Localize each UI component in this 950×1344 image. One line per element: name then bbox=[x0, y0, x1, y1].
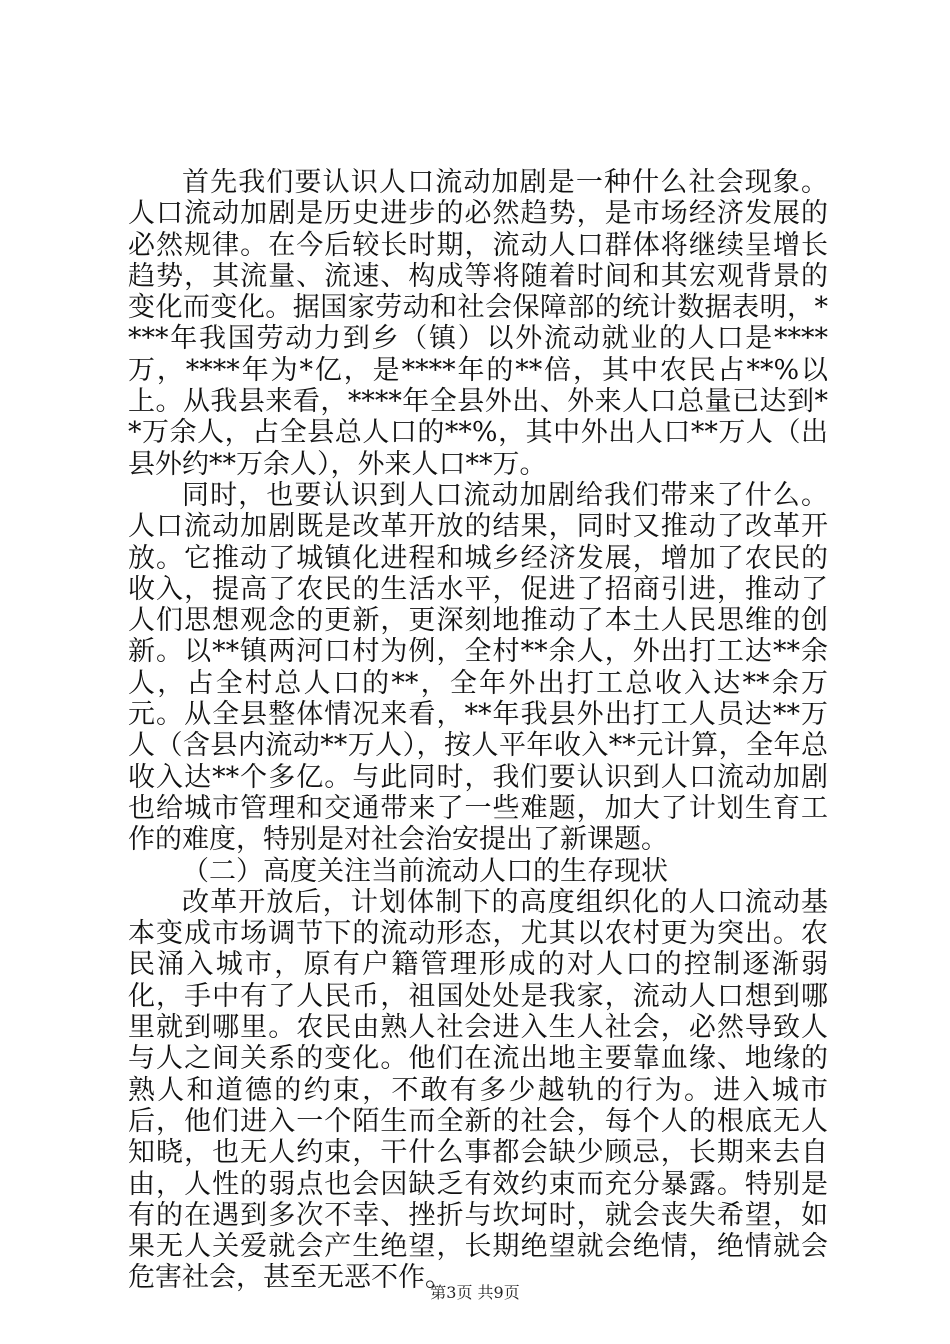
page-number-footer: 第3页 共9页 bbox=[430, 1283, 520, 1302]
section-heading: （二）高度关注当前流动人口的生存现状 bbox=[182, 855, 668, 887]
paragraph-population-mobility-effects: 同时，也要认识到人口流动加剧给我们带来了什么。人口流动加剧既是改革开放的结果，同时又推动了改革开放。它推动了城镇化进程和城乡经济发展，增加了农民的收入，提高了农民的生活水平，促进了招商引进，推动了人们思想观念的更新，更深刻地推动了本土人民思维的创新。以**镇两河口村为例，全村**余人，外出打工达**余人，占全村总人口的**，全年外出打工总收入达**余万元。从全县整体情况来看，**年我县外出打工人员达**万人（含县内流动**万人），按人平年收入**元计算，全年总收入达**个多亿。与此同时，我们要认识到人口流动加剧也给城市管理和交通带来了一些难题，加大了计划生育工作的难度，特别是对社会治安提出了新课题。 bbox=[128, 479, 828, 856]
document-body bbox=[128, 167, 828, 1294]
paragraph-living-conditions: 改革开放后，计划体制下的高度组织化的人口流动基本变成市场调节下的流动形态，尤其以农村更为突出。农民涌入城市，原有户籍管理形成的对人口的控制逐渐弱化，手中有了人民币，祖国处处是我家，流动人口想到哪里就到哪里。农民由熟人社会进入生人社会，必然导致人与人之间关系的变化。他们在流出地主要靠血缘、地缘的熟人和道德的约束，不敢有多少越轨的行为。进入城市后，他们进入一个陌生而全新的社会，每个人的根底无人知晓，也无人约束，干什么事都会缺少顾忌，长期来去自由，人性的弱点也会因缺乏有效约束而充分暴露。特别是有的在遇到多次不幸、挫折与坎坷时，就会丧失希望，如果无人关爱就会产生绝望，长期绝望就会绝情，绝情就会危害社会，甚至无恶不作。 bbox=[128, 886, 828, 1294]
paragraph-population-mobility-phenomenon: 首先我们要认识人口流动加剧是一种什么社会现象。人口流动加剧是历史进步的必然趋势，是市场经济发展的必然规律。在今后较长时期，流动人口群体将继续呈增长趋势，其流量、流速、构成等将随着时间和其宏观背景的变化而变化。据国家劳动和社会保障部的统计数据表明，****年我国劳动力到乡（镇）以外流动就业的人口是****万，****年为*亿，是****年的**倍，其中农民占**%以上。从我县来看，****年全县外出、外来人口总量已达到**万余人，占全县总人口的**%，其中外出人口**万人（出县外约**万余人），外来人口**万。 bbox=[128, 167, 828, 480]
